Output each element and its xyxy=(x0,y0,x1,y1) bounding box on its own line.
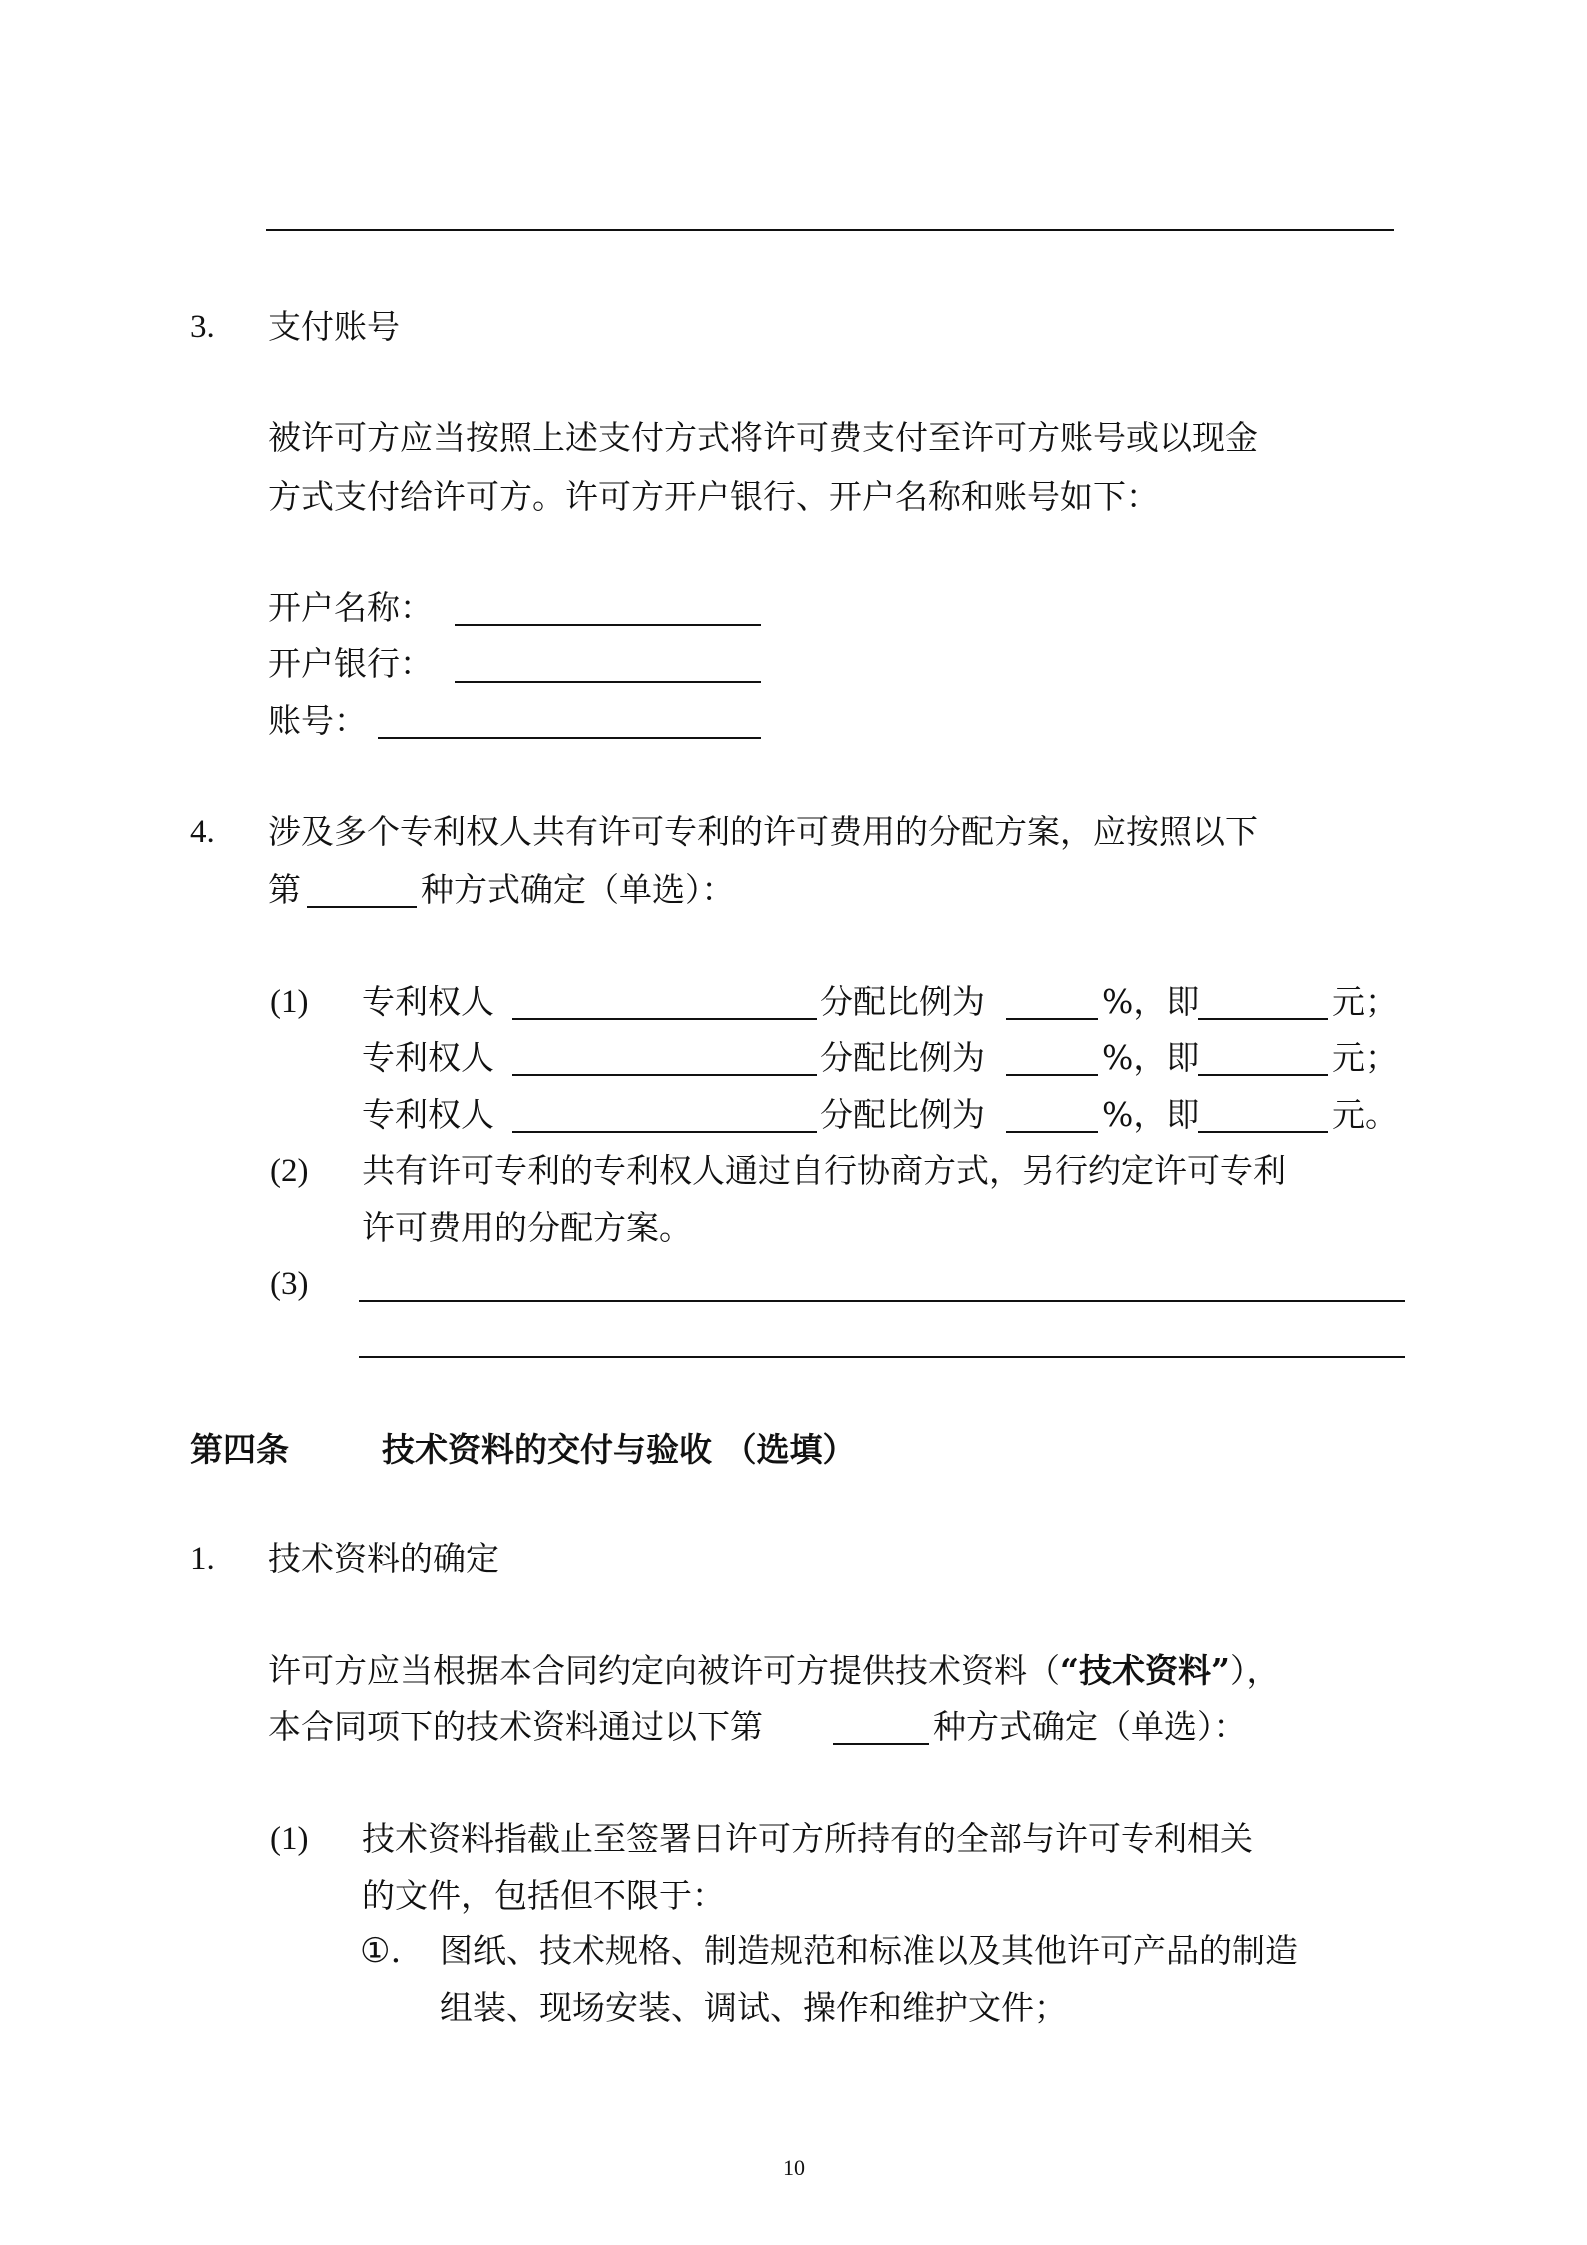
option-3-blank-line1[interactable] xyxy=(359,1300,1405,1302)
sub-1-item1-line1: 图纸、技术规格、制造规范和标准以及其他许可产品的制造 xyxy=(440,1931,1298,1970)
account-name-blank[interactable] xyxy=(455,624,761,626)
patentee-label-1: 专利权人 xyxy=(362,982,494,1021)
sub-1-choice-blank[interactable] xyxy=(833,1743,929,1745)
amount-blank-2[interactable] xyxy=(1198,1074,1328,1076)
defined-term: “技术资料” xyxy=(1060,1651,1230,1690)
option-2-marker: (2) xyxy=(270,1153,309,1189)
yuan-label-2: 元； xyxy=(1332,1038,1398,1077)
percent-label-3: %，即 xyxy=(1102,1095,1200,1134)
ratio-label-2: 分配比例为 xyxy=(820,1038,985,1077)
sub-1-opt1-line1: 技术资料指截止至签署日许可方所持有的全部与许可专利相关 xyxy=(362,1819,1253,1858)
section-4-choice-blank[interactable] xyxy=(307,906,417,908)
sub-1-title: 技术资料的确定 xyxy=(268,1539,499,1578)
section-3-number: 3. xyxy=(190,309,215,345)
patentee-blank-3[interactable] xyxy=(512,1131,817,1133)
sub-1-line2-suffix: 种方式确定（单选）： xyxy=(933,1707,1247,1746)
account-name-label: 开户名称： xyxy=(268,588,433,627)
section-4-line2-suffix: 种方式确定（单选）： xyxy=(421,870,735,909)
account-number-blank[interactable] xyxy=(378,737,761,739)
sub-1-opt1-line2: 的文件，包括但不限于： xyxy=(362,1876,725,1915)
option-3-marker: (3) xyxy=(270,1266,309,1302)
option-2-line2: 许可费用的分配方案。 xyxy=(362,1208,692,1247)
account-number-label: 账号： xyxy=(268,701,367,740)
ratio-blank-1[interactable] xyxy=(1006,1018,1098,1020)
percent-label-2: %，即 xyxy=(1102,1038,1200,1077)
amount-blank-1[interactable] xyxy=(1198,1018,1328,1020)
article-4-title: 技术资料的交付与验收 （选填） xyxy=(382,1430,856,1469)
sub-1-line1 xyxy=(268,1649,1279,1693)
section-3-para-line1: 被许可方应当按照上述支付方式将许可费支付至许可方账号或以现金 xyxy=(268,418,1258,457)
patentee-label-3: 专利权人 xyxy=(362,1095,494,1134)
section-4-line1: 涉及多个专利权人共有许可专利的许可费用的分配方案，应按照以下 xyxy=(268,812,1258,851)
continuation-blank-line xyxy=(266,229,1394,231)
percent-label-1: %，即 xyxy=(1102,982,1200,1021)
sub-1-line1-c: ）， xyxy=(1229,1651,1280,1690)
sub-1-line2-prefix: 本合同项下的技术资料通过以下第 xyxy=(268,1707,763,1746)
sub-1-number: 1. xyxy=(190,1541,215,1577)
ratio-blank-2[interactable] xyxy=(1006,1074,1098,1076)
yuan-label-3: 元。 xyxy=(1332,1095,1398,1134)
ratio-label-1: 分配比例为 xyxy=(820,982,985,1021)
bank-label: 开户银行： xyxy=(268,644,433,683)
sub-1-line1-a: 许可方应当根据本合同约定向被许可方提供技术资料（ xyxy=(268,1651,1060,1690)
option-1-marker: (1) xyxy=(270,984,309,1020)
option-3-blank-line2[interactable] xyxy=(359,1356,1405,1358)
sub-1-opt1-marker: (1) xyxy=(270,1821,309,1857)
article-4-label: 第四条 xyxy=(190,1430,289,1469)
patentee-blank-1[interactable] xyxy=(512,1018,817,1020)
ratio-label-3: 分配比例为 xyxy=(820,1095,985,1134)
yuan-label-1: 元； xyxy=(1332,982,1398,1021)
amount-blank-3[interactable] xyxy=(1198,1131,1328,1133)
patentee-blank-2[interactable] xyxy=(512,1074,817,1076)
sub-1-item1-line2: 组装、现场安装、调试、操作和维护文件； xyxy=(440,1988,1067,2027)
page-number: 10 xyxy=(783,2155,805,2180)
sub-1-item1-marker: ①. xyxy=(360,1931,402,1971)
section-3-title: 支付账号 xyxy=(268,307,400,346)
patentee-label-2: 专利权人 xyxy=(362,1038,494,1077)
ratio-blank-3[interactable] xyxy=(1006,1131,1098,1133)
option-2-line1: 共有许可专利的专利权人通过自行协商方式，另行约定许可专利 xyxy=(362,1151,1286,1190)
bank-blank[interactable] xyxy=(455,681,761,683)
section-4-number: 4. xyxy=(190,814,215,850)
section-4-line2-prefix: 第 xyxy=(268,870,301,909)
section-3-para-line2: 方式支付给许可方。许可方开户银行、开户名称和账号如下： xyxy=(268,477,1159,516)
